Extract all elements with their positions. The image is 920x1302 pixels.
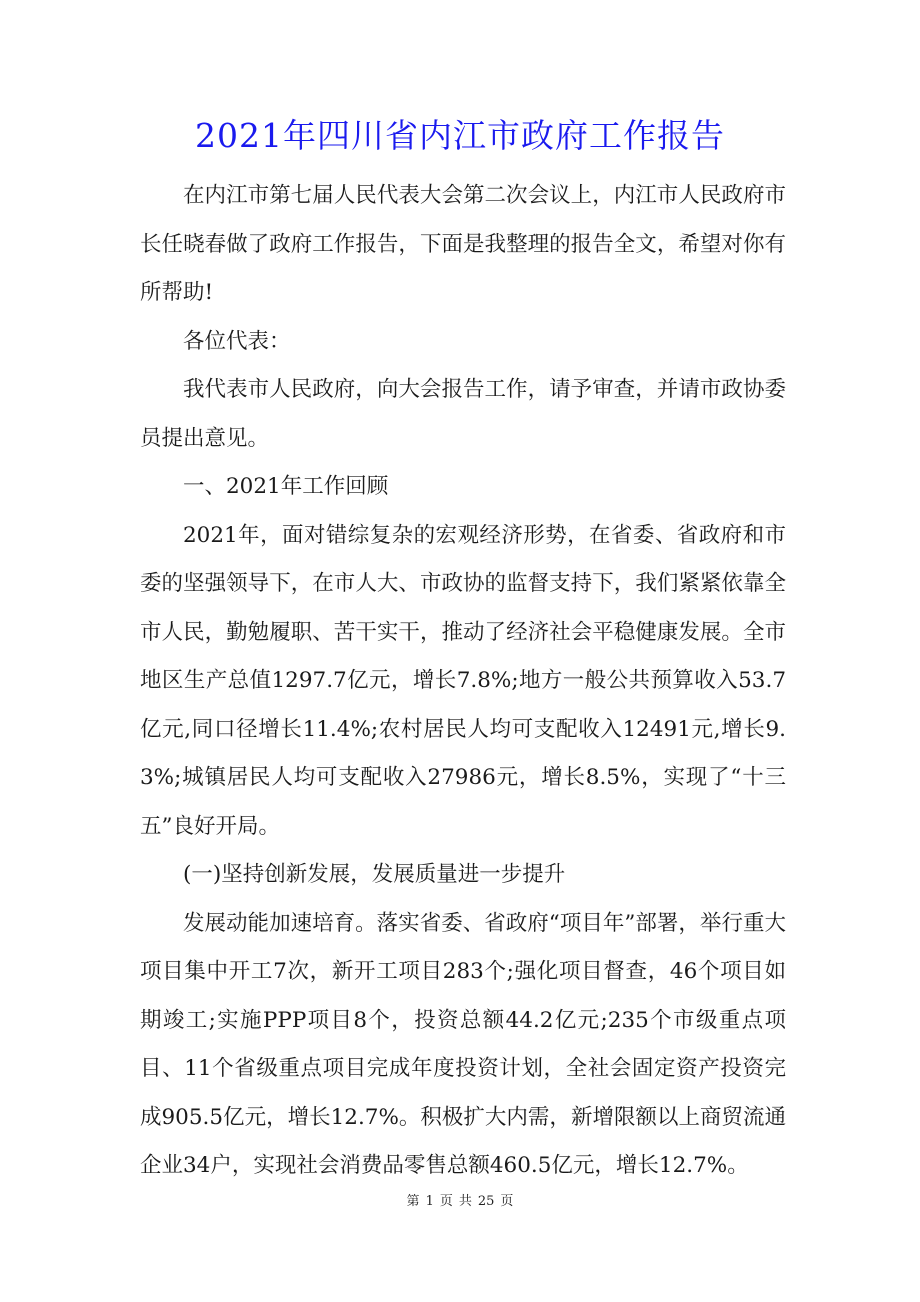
page-footer — [0, 1190, 920, 1214]
footer-total-word: 共 — [458, 1194, 472, 1209]
section-heading: 一、2021年工作回顾 — [183, 474, 389, 499]
footer-page-unit: 页 — [439, 1194, 453, 1209]
footer-prefix: 第 — [406, 1194, 420, 1209]
review-paragraph: 2021年，面对错综复杂的宏观经济形势，在省委、省政府和市委的坚强领导下，在市人大、市政协的监督支持下，我们紧紧依靠全市人民，勤勉履职、苦干实干，推动了经济社会平稳健康发展。全市地区生产总值1297.7亿元，增长7.8%;地方一般公共预算收入53.7亿元,同口径增长11.4%;农村居民人均可支配收入12491元,增长9.3%;城镇居民人均可支配收入27986元，增长8.5%，实现了“十三五”良好开局。 — [140, 522, 786, 839]
footer-suffix: 页 — [500, 1194, 514, 1209]
opening-paragraph: 我代表市人民政府，向大会报告工作，请予审查，并请市政协委员提出意见。 — [140, 377, 786, 451]
footer-current-page: 1 — [425, 1194, 434, 1209]
document-title: 2021年四川省内江市政府工作报告 — [195, 116, 725, 155]
intro-paragraph: 在内江市第七届人民代表大会第二次会议上，内江市人民政府市长任晓春做了政府工作报告，下面是我整理的报告全文，希望对你有所帮助! — [140, 183, 786, 305]
document-body — [140, 172, 786, 1191]
subsection-heading: (一)坚持创新发展，发展质量进一步提升 — [183, 862, 566, 887]
development-paragraph: 发展动能加速培育。落实省委、省政府“项目年”部署，举行重大项目集中开工7次，新开工项目283个;强化项目督查，46个项目如期竣工;实施PPP项目8个，投资总额44.2亿元;235个市级重点项目、11个省级重点项目完成年度投资计划，全社会固定资产投资完成905.5亿元，增长12.7%。积极扩大内需，新增限额以上商贸流通企业34户，实现社会消费品零售总额460.5亿元，增长12.7%。 — [140, 910, 786, 1178]
footer-total-pages: 25 — [477, 1194, 495, 1209]
salutation-paragraph: 各位代表： — [183, 328, 291, 354]
